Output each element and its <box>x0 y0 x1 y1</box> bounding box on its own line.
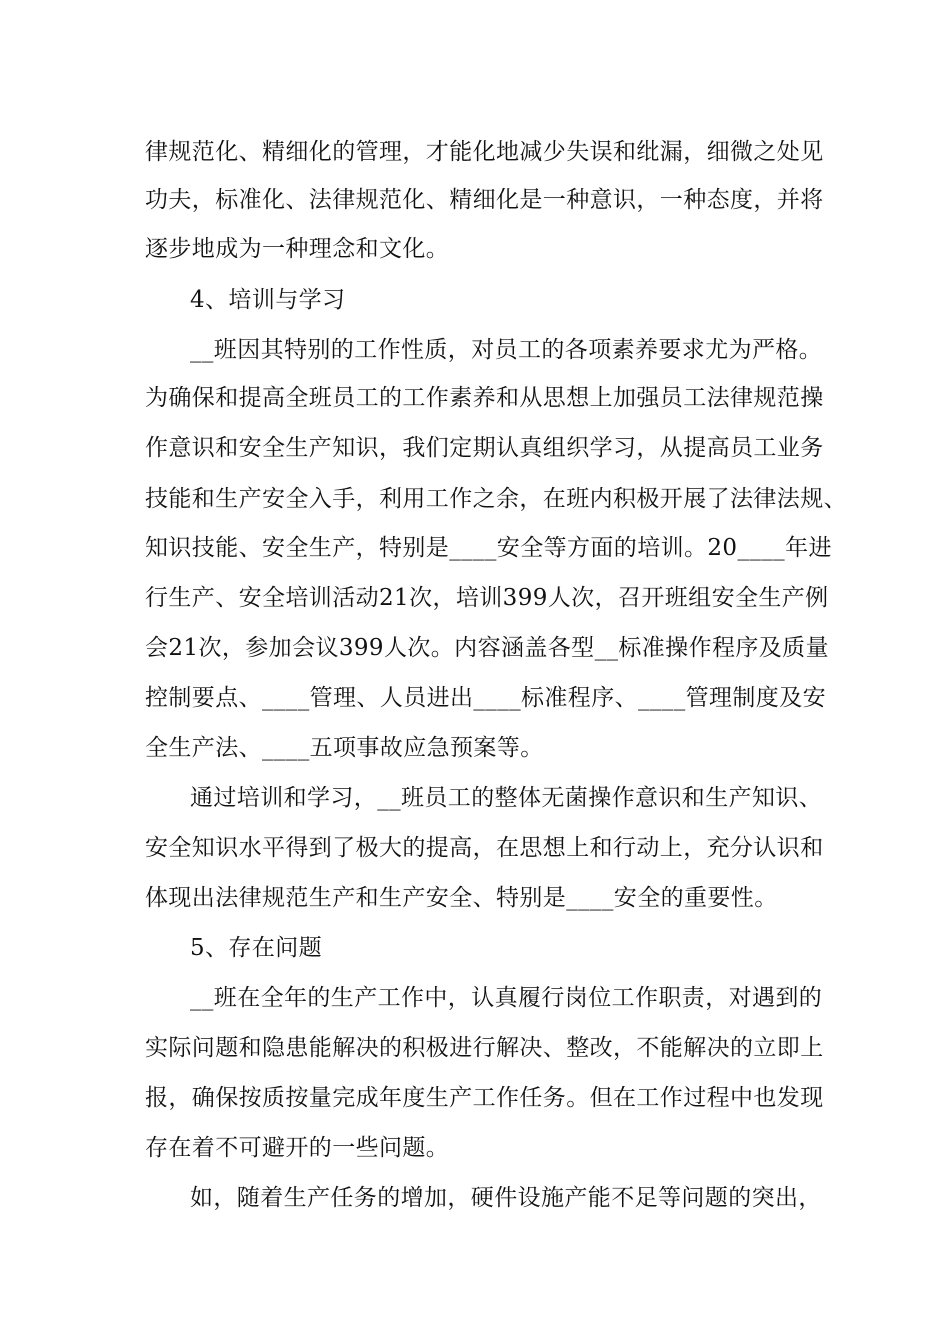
paragraph-line: 体现出法律规范生产和生产安全、特别是____安全的重要性。 <box>145 885 778 911</box>
paragraph-line: 律规范化、精细化的管理，才能化地减少失误和纰漏，细微之处见 <box>145 139 824 165</box>
paragraph-line: __班在全年的生产工作中，认真履行岗位工作职责，对遇到的 <box>190 985 823 1011</box>
paragraph-line: 通过培训和学习，__班员工的整体无菌操作意识和生产知识、 <box>190 785 823 811</box>
paragraph-line: 全生产法、____五项事故应急预案等。 <box>145 735 544 761</box>
paragraph-line: 控制要点、____管理、人员进出____标准程序、____管理制度及安 <box>145 685 826 711</box>
paragraph-line: 存在着不可避开的一些问题。 <box>145 1135 450 1161</box>
paragraph-line: 知识技能、安全生产，特别是____安全等方面的培训。20____年进 <box>145 535 832 561</box>
paragraph-line: 实际问题和隐患能解决的积极进行解决、整改，不能解决的立即上 <box>145 1035 824 1061</box>
paragraph-line: 功夫，标准化、法律规范化、精细化是一种意识，一种态度，并将 <box>145 187 824 213</box>
paragraph-line: 安全知识水平得到了极大的提高，在思想上和行动上，充分认识和 <box>145 835 824 861</box>
section-heading: 5、存在问题 <box>190 935 323 961</box>
paragraph-line: 报，确保按质按量完成年度生产工作任务。但在工作过程中也发现 <box>145 1085 824 1111</box>
paragraph-line: 为确保和提高全班员工的工作素养和从思想上加强员工法律规范操 <box>145 385 824 411</box>
paragraph-line: 逐步地成为一种理念和文化。 <box>145 236 450 262</box>
paragraph-line: 作意识和安全生产知识，我们定期认真组织学习，从提高员工业务 <box>145 435 824 461</box>
section-heading: 4、培训与学习 <box>190 287 346 313</box>
paragraph-line: 行生产、安全培训活动21次，培训399人次，召开班组安全生产例 <box>145 585 829 611</box>
paragraph-line: 技能和生产安全入手，利用工作之余，在班内积极开展了法律法规、 <box>145 486 847 512</box>
paragraph-line: __班因其特别的工作性质，对员工的各项素养要求尤为严格。 <box>190 337 823 363</box>
paragraph-line: 会21次，参加会议399人次。内容涵盖各型__标准操作程序及质量 <box>145 635 829 661</box>
paragraph-line: 如，随着生产任务的增加，硬件设施产能不足等问题的突出， <box>190 1185 822 1211</box>
